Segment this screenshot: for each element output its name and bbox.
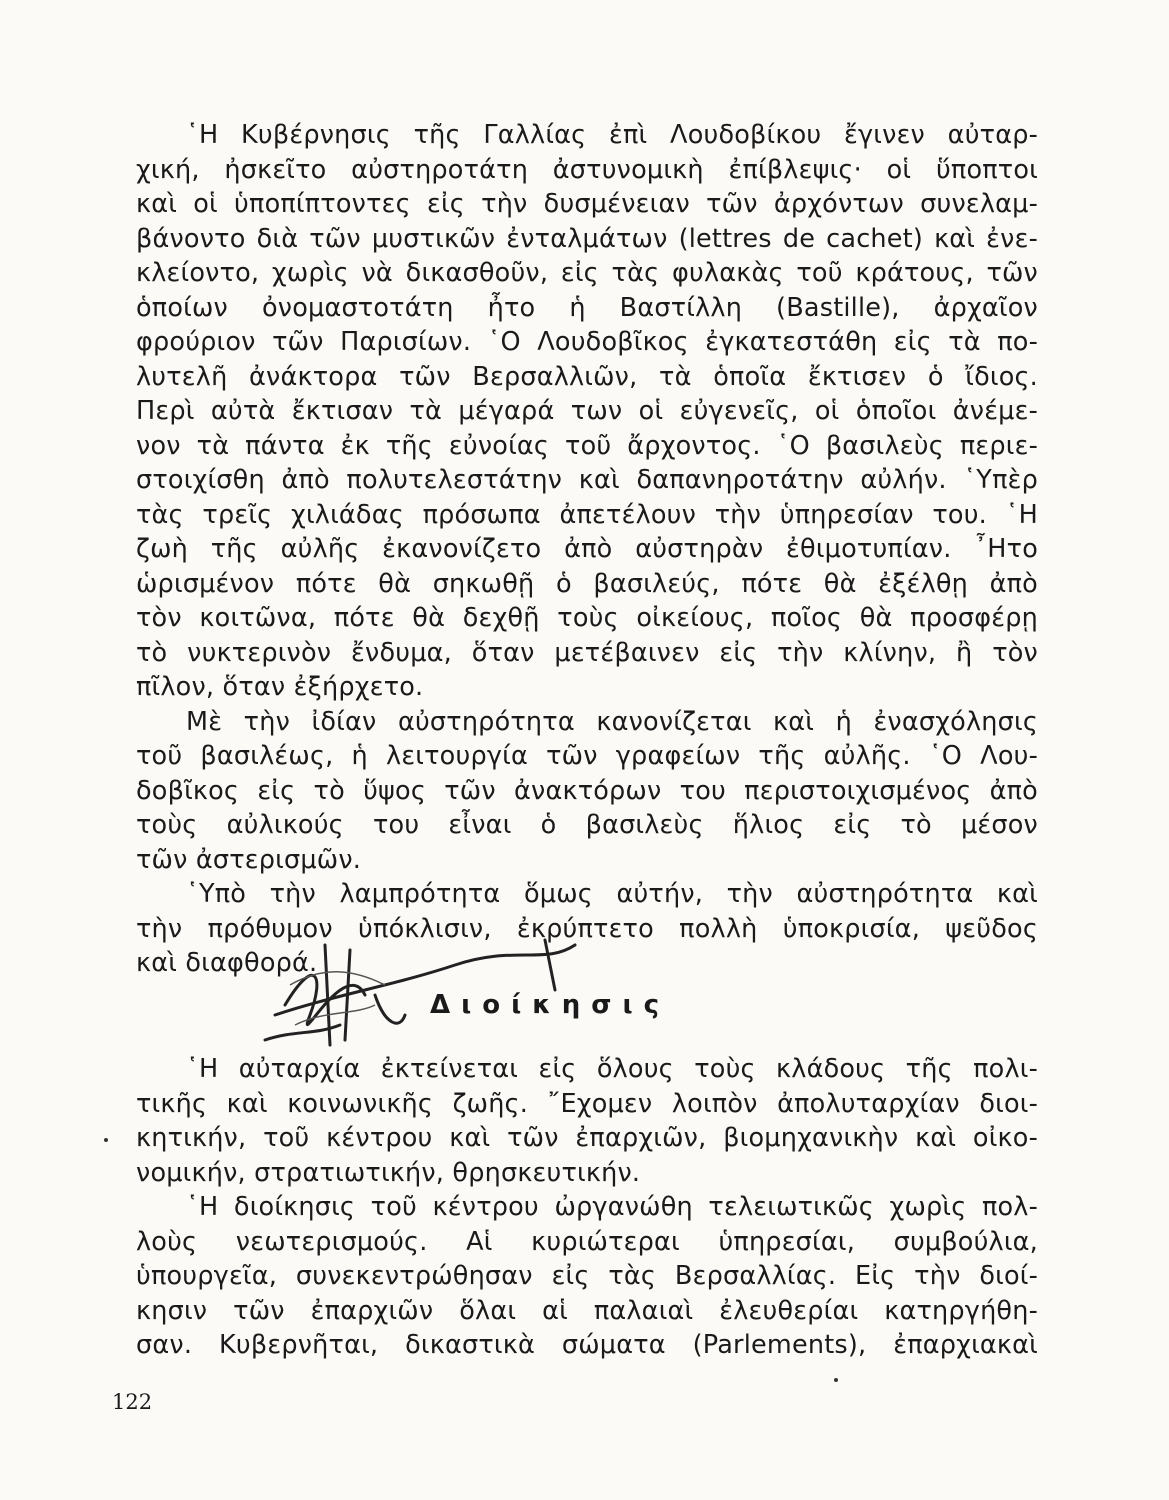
text-line: ῾Η αὐταρχία ἐκτείνεται εἰς ὅλους τοὺς κλάδους τῆς πολι- <box>186 1054 1038 1084</box>
section-heading: Διοίκησις <box>430 990 671 1020</box>
text-line: κησιν τῶν ἐπαρχιῶν ὅλαι αἱ παλαιαὶ ἐλευθερίαι κατηργήθη- <box>136 1295 1038 1326</box>
ink-speck <box>834 1378 838 1382</box>
text-line: τὴν πρόθυμον ὑπόκλισιν, ἐκρύπτετο πολλὴ ὑποκρισία, ψεῦδος <box>136 913 1038 944</box>
text-line: σαν. Κυβερνῆται, δικαστικὰ σώματα (Parlements), ἐπαρχιακαὶ <box>136 1330 1038 1360</box>
text-line: ὡρισμένον πότε θὰ σηκωθῇ ὁ βασιλεύς, πότε θὰ ἐξέλθῃ ἀπὸ <box>136 568 1038 599</box>
text-line: ῾Υπὸ τὴν λαμπρότητα ὅμως αὐτήν, τὴν αὐστηρότητα καὶ <box>186 879 1038 909</box>
text-line: Περὶ αὐτὰ ἔκτισαν τὰ μέγαρά των οἱ εὐγενεῖς, οἱ ὁποῖοι ἀνέμε- <box>136 396 1038 426</box>
text-line: δοβῖκος εἰς τὸ ὕψος τῶν ἀνακτόρων του περιστοιχισμένος ἀπὸ <box>136 775 1038 806</box>
page-number: 122 <box>112 1390 153 1414</box>
text-line: στοιχίσθη ἀπὸ πολυτελεστάτην καὶ δαπανηροτάτην αὐλήν. ῾Υπὲρ <box>136 465 1038 495</box>
text-line: τικῆς καὶ κοινωνικῆς ζωῆς. ῎Εχομεν λοιπὸν ἀπολυταρχίαν διοι- <box>136 1088 1038 1119</box>
text-line: χική, ἠσκεῖτο αὐστηροτάτη ἀστυνομικὴ ἐπίβλεψις· οἱ ὕποπτοι <box>136 154 1038 185</box>
text-line: τὸ νυκτερινὸν ἔνδυμα, ὅταν μετέβαινεν εἰς τὴν κλίνην, ἢ τὸν <box>136 637 1038 668</box>
text-line: κητικήν, τοῦ κέντρου καὶ τῶν ἐπαρχιῶν, βιομηχανικὴν καὶ οἰκο- <box>136 1123 1038 1153</box>
text-line: ὑπουργεῖα, συνεκεντρώθησαν εἰς τὰς Βερσαλλίας. Εἰς τὴν διοί- <box>136 1261 1038 1291</box>
text-line: βάνοντο διὰ τῶν μυστικῶν ἐνταλμάτων (lettres de cachet) καὶ ἐνε- <box>136 223 1038 254</box>
text-line: τοῦ βασιλέως, ἡ λειτουργία τῶν γραφείων τῆς αὐλῆς. ῾Ο Λου- <box>136 741 1038 771</box>
text-line: Μὲ τὴν ἰδίαν αὐστηρότητα κανονίζεται καὶ ἡ ἐνασχόλησις <box>186 706 1038 737</box>
text-line: πῖλον, ὅταν ἐξήρχετο. <box>136 672 424 702</box>
text-line: καὶ οἱ ὑποπίπτοντες εἰς τὴν δυσμένειαν τῶν ἀρχόντων συνελαμ- <box>136 189 1038 219</box>
text-line: λυτελῆ ἀνάκτορα τῶν Βερσαλλιῶν, τὰ ὁποῖα ἔκτισεν ὁ ἴδιος. <box>136 361 1038 392</box>
text-line: τῶν ἀστερισμῶν. <box>136 844 362 875</box>
text-block-upper <box>136 118 1038 981</box>
text-line: ζωὴ τῆς αὐλῆς ἐκανονίζετο ἀπὸ αὐστηρὰν ἐθιμοτυπίαν. ῏Ητο <box>136 534 1038 564</box>
text-line: ῾Η Κυβέρνησις τῆς Γαλλίας ἐπὶ Λουδοβίκου ἔγινεν αὐταρ- <box>186 120 1038 150</box>
text-line: ῾Η διοίκησις τοῦ κέντρου ὠργανώθη τελειωτικῶς χωρὶς πολ- <box>186 1192 1038 1222</box>
text-line: νομικήν, στρατιωτικήν, θρησκευτικήν. <box>136 1157 641 1188</box>
text-line: φρούριον τῶν Παρισίων. ῾Ο Λουδοβῖκος ἐγκατεστάθη εἰς τὰ πο- <box>136 327 1038 357</box>
ink-speck <box>104 1138 108 1142</box>
text-line: τὸν κοιτῶνα, πότε θὰ δεχθῇ τοὺς οἰκείους, ποῖος θὰ προσφέρῃ <box>136 603 1038 633</box>
text-block-lower <box>136 1052 1038 1363</box>
text-line: τοὺς αὐλικούς του εἶναι ὁ βασιλεὺς ἥλιος εἰς τὸ μέσον <box>136 810 1038 840</box>
text-line: καὶ διαφθορά. <box>136 948 318 978</box>
text-line: τὰς τρεῖς χιλιάδας πρόσωπα ἀπετέλουν τὴν ὑπηρεσίαν του. ῾Η <box>136 499 1038 530</box>
text-line: νον τὰ πάντα ἐκ τῆς εὐνοίας τοῦ ἄρχοντος. ῾Ο βασιλεὺς περιε- <box>136 430 1038 461</box>
text-line: κλείοντο, χωρὶς νὰ δικασθοῦν, εἰς τὰς φυλακὰς τοῦ κράτους, τῶν <box>136 258 1038 288</box>
text-line: λοὺς νεωτερισμούς. Αἱ κυριώτεραι ὑπηρεσίαι, συμβούλια, <box>136 1226 1038 1257</box>
text-line: ὁποίων ὀνομαστοτάτη ἦτο ἡ Βαστίλλη (Bastille), ἀρχαῖον <box>136 292 1038 323</box>
